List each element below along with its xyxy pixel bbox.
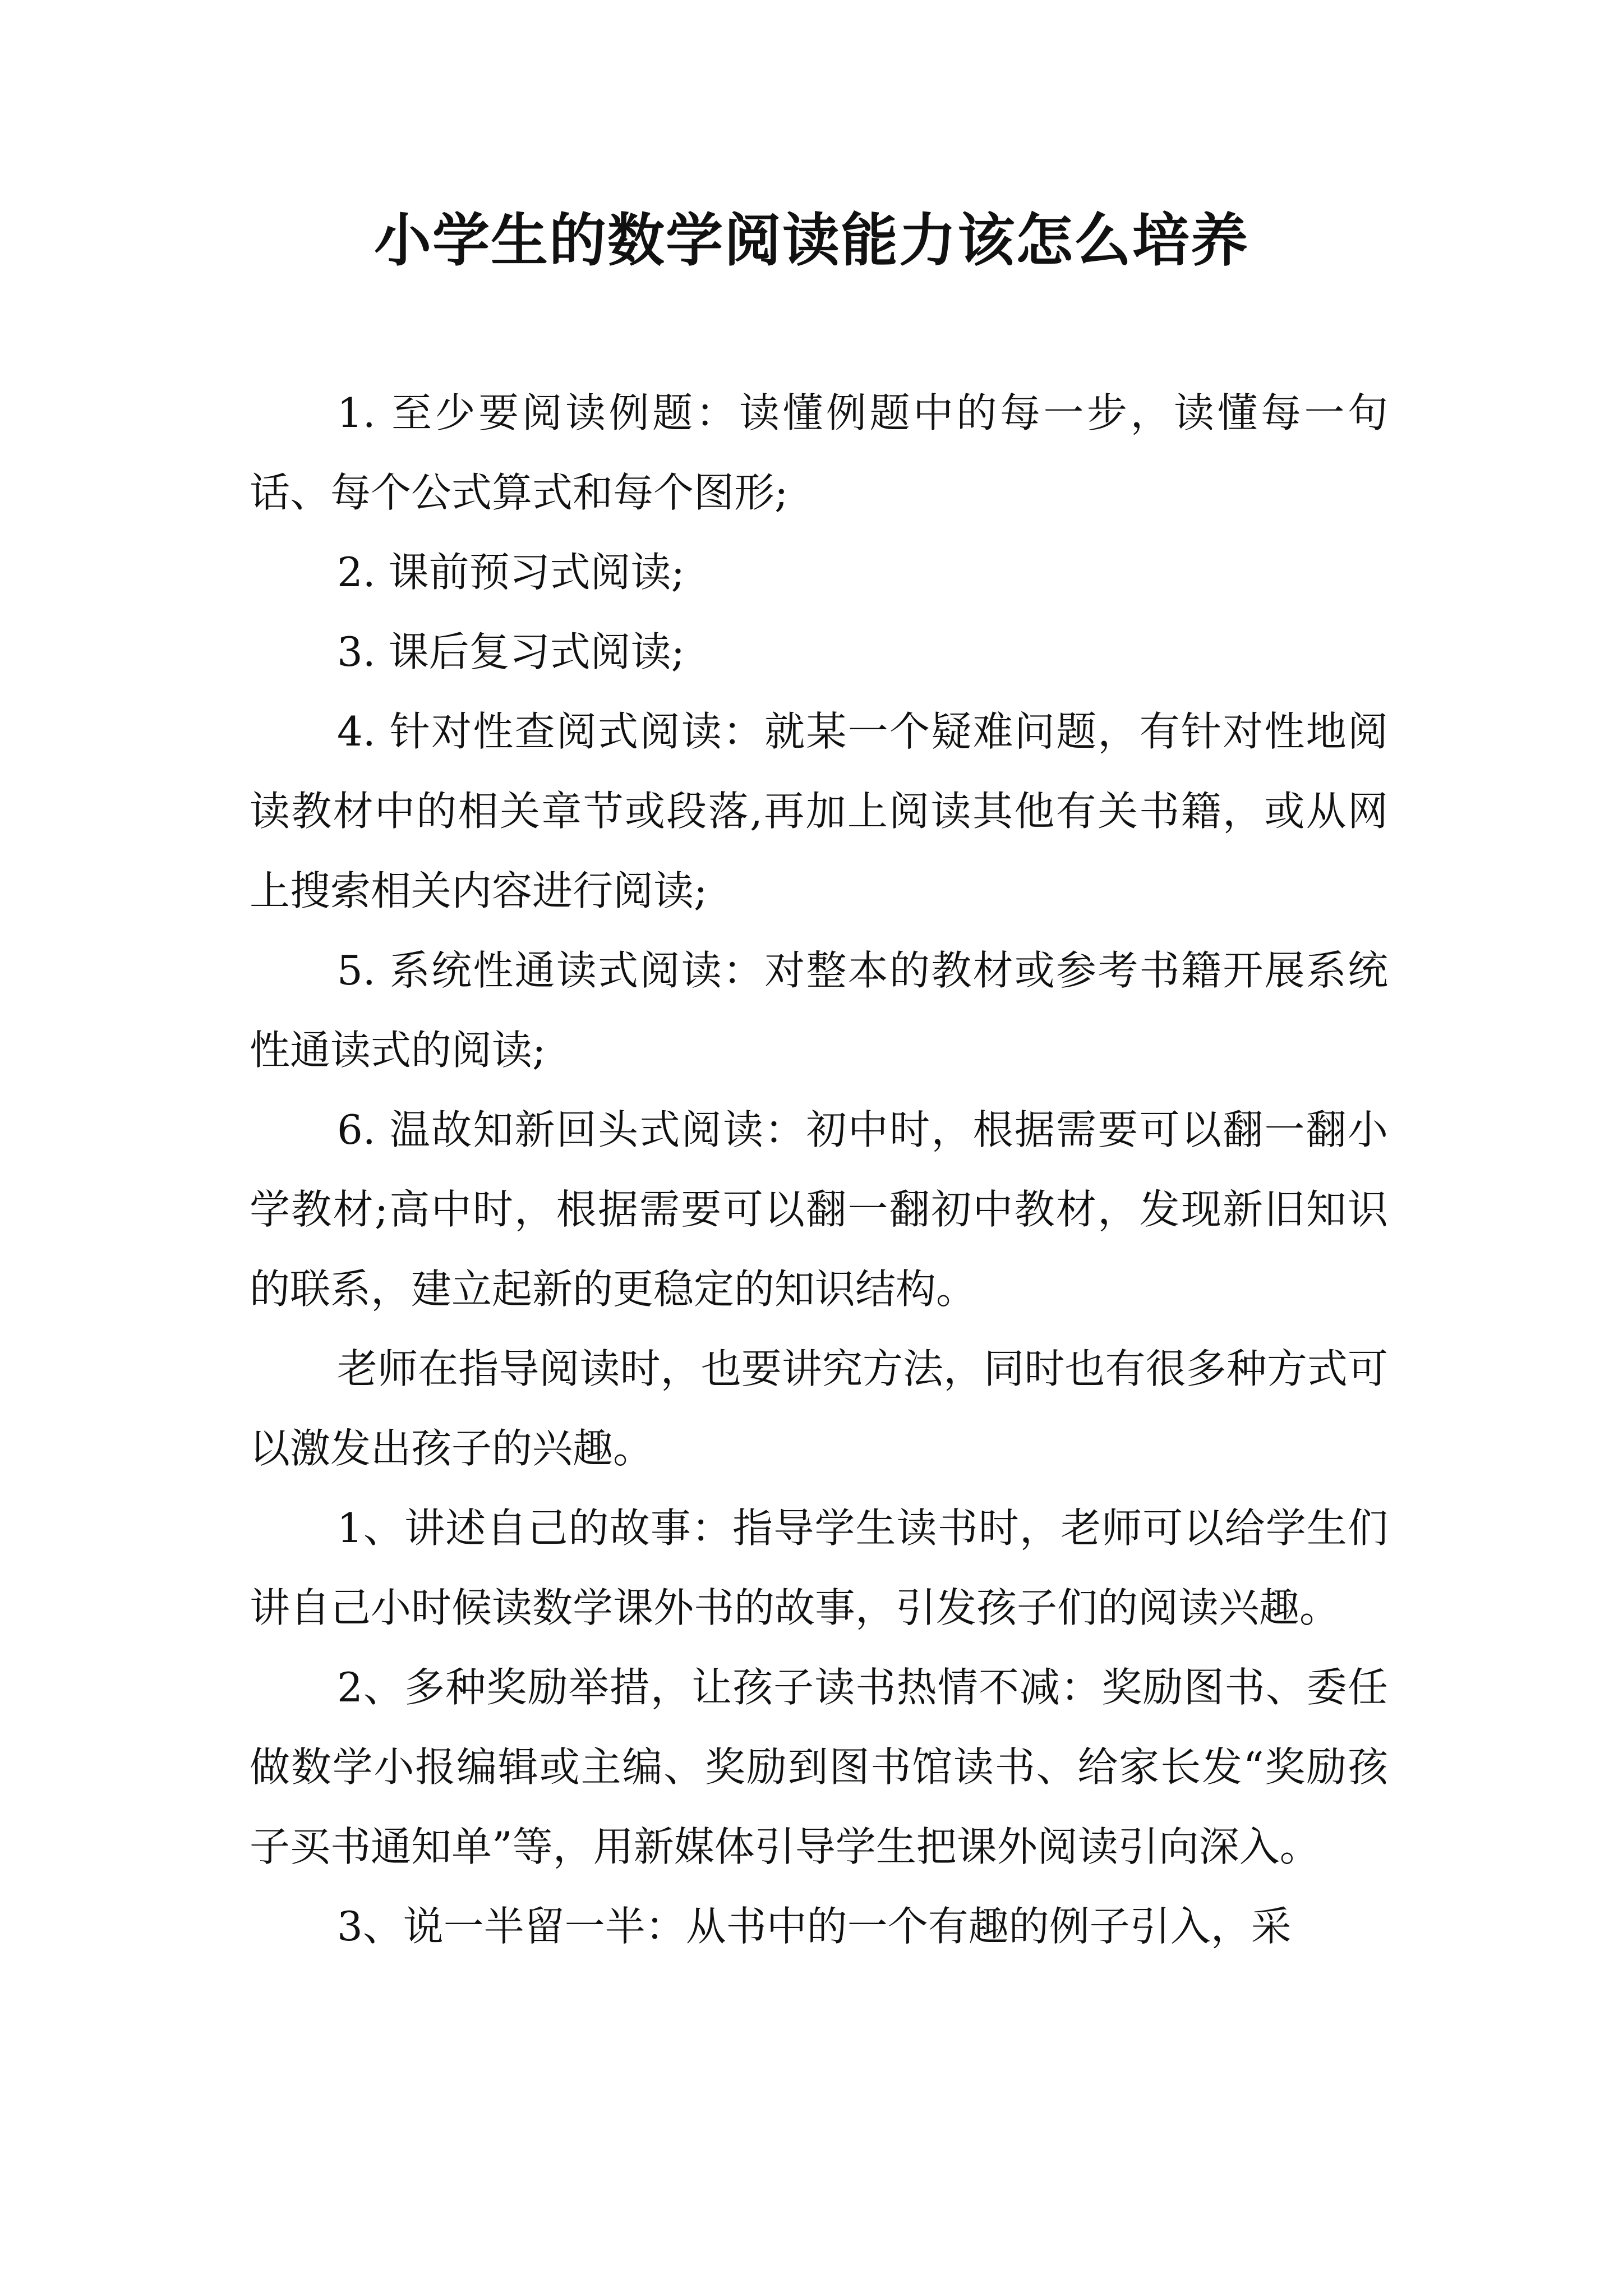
paragraph-8: 1、讲述自己的故事：指导学生读书时，老师可以给学生们讲自己小时候读数学课外书的故事，引发孩子们的阅读兴趣。 (250, 1504, 1388, 1631)
paragraph-5: 5. 系统性通读式阅读：对整本的教材或参考书籍开展系统性通读式的阅读; (250, 947, 1388, 1074)
document-body (250, 373, 1388, 1966)
paragraph-7: 老师在指导阅读时，也要讲究方法，同时也有很多种方式可以激发出孩子的兴趣。 (250, 1345, 1388, 1472)
paragraph-9: 2、多种奖励举措，让孩子读书热情不减：奖励图书、委任做数学小报编辑或主编、奖励到图书馆读书、给家长发“奖励孩子买书通知单”等，用新媒体引导学生把课外阅读引向深入。 (250, 1664, 1388, 1870)
paragraph-1: 1. 至少要阅读例题：读懂例题中的每一步，读懂每一句话、每个公式算式和每个图形; (250, 389, 1388, 516)
document-title: 小学生的数学阅读能力该怎么培养 (374, 208, 1249, 274)
paragraph-10: 3、说一半留一半：从书中的一个有趣的例子引入，采 (337, 1903, 1292, 1950)
paragraph-4: 4. 针对性查阅式阅读：就某一个疑难问题，有针对性地阅读教材中的相关章节或段落,再加上阅读其他有关书籍，或从网上搜索相关内容进行阅读; (250, 708, 1388, 914)
paragraph-6: 6. 温故知新回头式阅读：初中时，根据需要可以翻一翻小学教材;高中时，根据需要可以翻一翻初中教材，发现新旧知识的联系，建立起新的更稳定的知识结构。 (250, 1106, 1388, 1313)
paragraph-3: 3. 课后复习式阅读; (337, 628, 685, 675)
paragraph-2: 2. 课前预习式阅读; (337, 549, 685, 596)
